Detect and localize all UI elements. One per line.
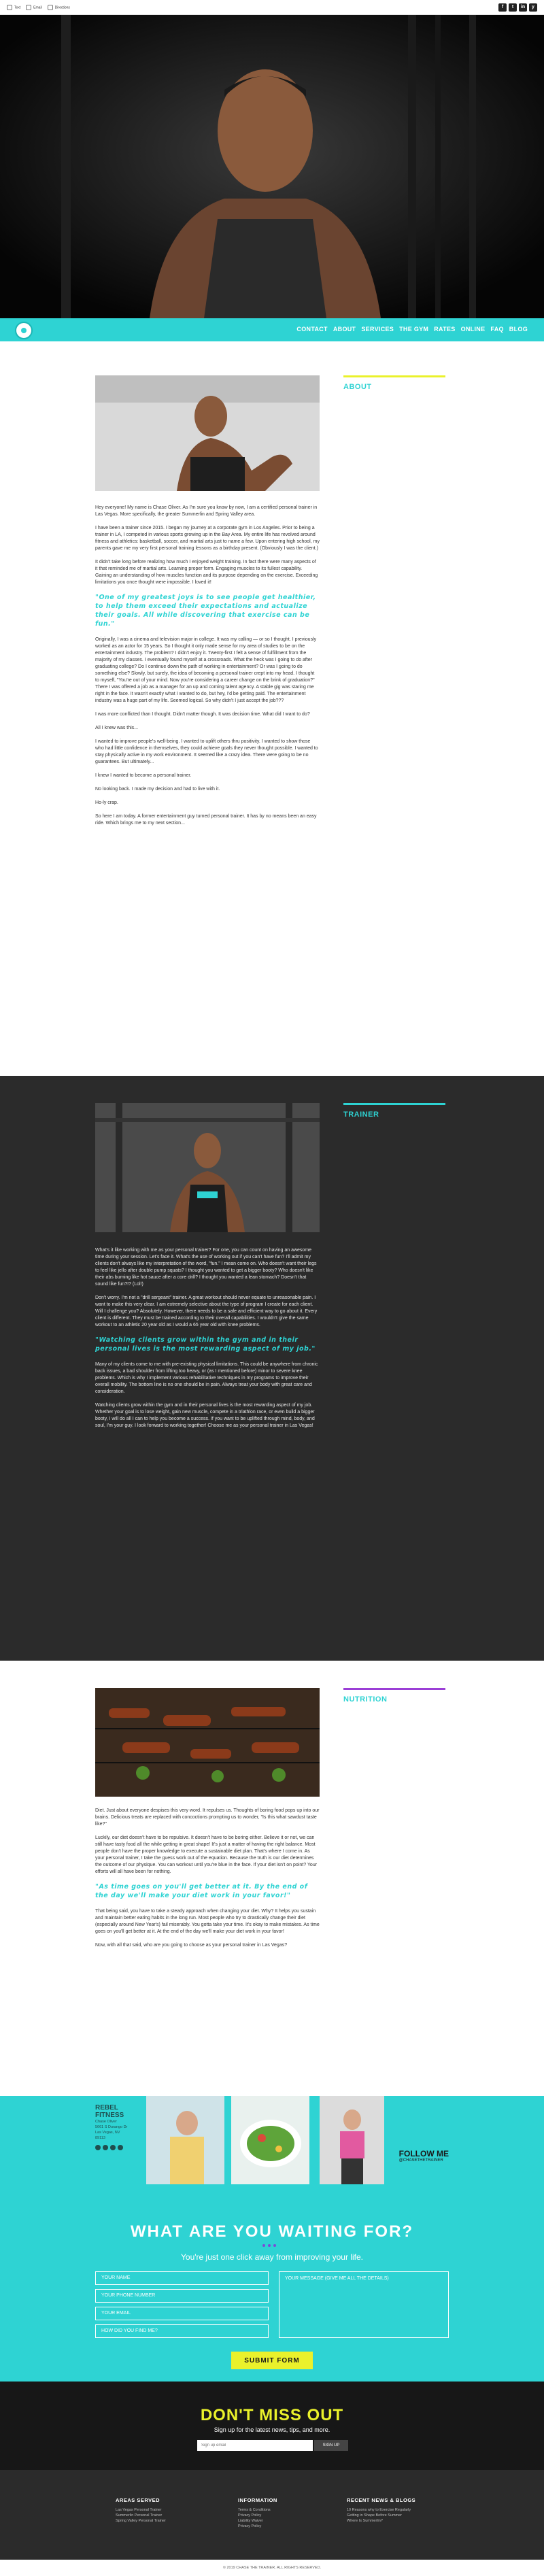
twitter-icon[interactable]: t <box>509 3 517 12</box>
phone-field[interactable]: YOUR PHONE NUMBER <box>95 2289 269 2303</box>
cta-subtitle: You're just one click away from improving your life. <box>181 2252 363 2262</box>
footer-link[interactable]: Spring Valley Personal Trainer <box>116 2519 166 2523</box>
follow-me-label: FOLLOW ME <box>398 2149 449 2158</box>
about-paragraph: I have been a trainer since 2015. I began my journey at a corporate gym in Los Angeles. Prior to being a trainer in LA, I competed in various sports growing up in the Bay Area. My entire life has revolved around fitness and athletics: basketball, soccer, and martial arts just to name a few. Upon entering high school, my parents gave me my very first personal training lessons as a birthday present. (Obviously I was the client.) <box>95 526 320 551</box>
nutrition-heading-bar <box>343 1688 445 1690</box>
trainer-section <box>0 1076 544 1661</box>
footer-link[interactable]: Privacy Policy <box>238 2524 262 2528</box>
nav-item-about[interactable]: ABOUT <box>333 326 356 333</box>
youtube-icon[interactable]: y <box>529 3 537 12</box>
contact-strip <box>0 2096 544 2184</box>
strip-photo-fitness <box>320 2096 384 2184</box>
email-label: Email <box>33 5 42 10</box>
name-field[interactable]: YOUR NAME <box>95 2271 269 2285</box>
newsletter-title: DON'T MISS OUT <box>200 2406 344 2424</box>
about-pull-quote: "One of my greatest joys is to see people get healthier, to help them exceed their expectations and actualize their goals. All while discovering that exercise can be fun." <box>95 594 316 628</box>
follow-me-block[interactable] <box>399 2149 449 2163</box>
business-name: REBEL FITNESS <box>95 2104 124 2119</box>
trainer-pull-quote: "Watching clients grow within the gym and in their personal lives is the most rewarding aspect of my job." <box>95 1336 316 1353</box>
footer-link[interactable]: Terms & Conditions <box>238 2508 271 2512</box>
strip-photo-workout <box>146 2096 224 2184</box>
text-link[interactable] <box>7 5 20 10</box>
linkedin-icon[interactable]: in <box>519 3 527 12</box>
about-paragraph: I knew I wanted to become a personal trainer. <box>95 773 192 778</box>
about-paragraph: Ho-ly crap. <box>95 800 118 805</box>
text-label: Text <box>14 5 21 10</box>
strip-photo-salad <box>231 2096 309 2184</box>
trainer-paragraph: What's it like working with me as your personal trainer? For one, you can count on having an awesome time during your session. Let's face it. What's the use of working out if you can't have fun? I'll admit my clients don't always like my interpretation of the word, "fun." I mean come on. Who doesn't want their legs to feel like jello after double pump squats? I thought you wanted to get a bigger booty? Who doesn't like their abs burning like hot sauce after a core drill? I thought you wanted a lean stomach? Doesn't that sound like fun?!? (Lol!) <box>95 1248 317 1287</box>
nutrition-photo <box>95 1688 320 1797</box>
email-field[interactable]: YOUR EMAIL <box>95 2307 269 2320</box>
follow-handle: @CHASETHETRAINER <box>398 2158 443 2163</box>
nav-item-online[interactable]: ONLINE <box>460 326 486 333</box>
nutrition-heading-block <box>343 1688 445 1704</box>
submit-form-button[interactable]: SUBMIT FORM <box>231 2352 313 2369</box>
nav-item-faq[interactable]: FAQ <box>490 326 504 333</box>
trainer-heading-bar <box>343 1103 445 1105</box>
about-paragraph: All I knew was this... <box>95 726 139 730</box>
footer-link[interactable]: Where Is Summerlin? <box>347 2519 383 2523</box>
trainer-photo <box>95 1103 320 1232</box>
newsletter-signup-button[interactable]: SIGN UP <box>314 2440 348 2451</box>
main-navigation <box>0 318 544 341</box>
footer-link[interactable]: 10 Reasons why to Exercise Regularly <box>347 2508 411 2512</box>
business-card <box>95 2104 143 2161</box>
footer-column-title: RECENT NEWS & BLOGS <box>347 2497 416 2503</box>
nutrition-paragraph: Now, with all that said, who are you going to choose as your personal trainer in Las Vegas? <box>95 1943 288 1948</box>
nav-menu <box>296 326 528 333</box>
twitter-icon[interactable] <box>110 2145 116 2150</box>
newsletter-subtitle: Sign up for the latest news, tips, and more. <box>214 2426 330 2433</box>
map-pin-icon <box>48 5 53 10</box>
contact-shortcuts <box>7 0 70 15</box>
about-paragraph: I was more conflicted than I thought. Didn't matter though. It was decision time. What did I want to do? <box>95 712 310 717</box>
facebook-icon[interactable]: f <box>498 3 507 12</box>
footer-column-title: INFORMATION <box>238 2497 277 2503</box>
strip-social-icons <box>95 2145 143 2150</box>
footer-link[interactable]: Privacy Policy <box>238 2513 262 2518</box>
about-body <box>95 505 320 834</box>
message-field[interactable]: YOUR MESSAGE (GIVE ME ALL THE DETAILS) <box>279 2271 449 2338</box>
trainer-body <box>95 1247 320 1436</box>
trainer-paragraph: Watching clients grow within the gym and in their personal lives is the most rewarding aspect of my job. Whether your goal is to lose weight, gain new muscle, compete in a triathlon race, or even build a bigger booty, I will do all I can to help you become a success. If you want to be uplifted through mind, body, and soul, I'm your guy. I look forward to working together! Choose me as your personal trainer in Las Vegas! <box>95 1403 315 1428</box>
nutrition-body <box>95 1808 320 1956</box>
footer-link[interactable]: Summerlin Personal Trainer <box>116 2513 163 2518</box>
nutrition-heading: NUTRITION <box>343 1695 388 1704</box>
hero-image <box>0 15 544 318</box>
hero-photo-trainer <box>0 15 544 318</box>
trainer-heading: TRAINER <box>343 1111 379 1119</box>
facebook-icon[interactable] <box>95 2145 101 2150</box>
about-heading-block <box>343 375 445 391</box>
about-photo <box>95 375 320 491</box>
nutrition-paragraph: Diet. Just about everyone despises this very word. It repulses us. Thoughts of boring food pops up into our brains. Delicious treats are replaced with concoctions prompting us to wonder, "Is this what sawdust taste like?" <box>95 1808 320 1827</box>
cta-dots <box>262 2244 282 2247</box>
trainer-heading-block <box>343 1103 445 1119</box>
referral-field[interactable]: HOW DID YOU FIND ME? <box>95 2324 269 2338</box>
instagram-icon[interactable] <box>103 2145 108 2150</box>
nav-item-contact[interactable]: CONTACT <box>296 326 328 333</box>
nav-item-services[interactable]: SERVICES <box>361 326 394 333</box>
about-paragraph: Originally, I was a cinema and television major in college. It was my calling — or so I thought. I previously worked as an actor for 15 years. So I thought it only made sense for my area of studies to be on the entertainment industry. The problem? I didn't enjoy it. Twenty-first I felt a sense of fulfillment from the majority of my classes. I eventually found myself at a crossroads. What the heck was I going to do after graduating college? Do I continue down the path of working in entertainment? Or was I going to do something else? Slowly, but surely, the idea of becoming a personal trainer crept into my head. I thought to myself, "You're out of your mind. Now you're considering a career change on the brink of graduation?" There I was offered a job as a manager for an up and coming talent agency. A stable gig was staring me right in the face. It wasn't exactly what I wanted to do, but hey, I'd be getting paid. The entertainment industry was a huge part of my life. Seemed logical. So why didn't I just accept the job??? <box>95 637 317 703</box>
about-paragraph: I wanted to improve people's well-being. I wanted to uplift others thru positivity. I wanted to show those who had little confidence in themselves, they could achieve goals they never thought possible. I wanted to stay physically active in my work environment. It seemed like a crazy idea. There were going to be no guarantees. But ultimately... <box>95 739 318 764</box>
contact-form-section <box>0 2184 544 2382</box>
trainer-paragraph: Many of my clients come to me with pre-existing physical limitations. This could be anywhere from chronic back issues, a bad shoulder from lifting too heavy, or (as I mentioned before) minor to severe knee problems. Which is why I implement various rehabilitative techniques in my programs to improve their overall mobility. The bottom line is no one should be in pain. Always treat your body with great care and consideration. <box>95 1362 318 1394</box>
top-utility-bar <box>0 0 544 15</box>
cta-title: WHAT ARE YOU WAITING FOR? <box>130 2222 414 2241</box>
about-heading: ABOUT <box>343 383 372 391</box>
nutrition-paragraph: That being said, you have to take a steady approach when changing your diet. Why? It helps you sustain and maintain better eating habits in the long run. Most people who try to drastically change their diet (especially around New Year's) fail miserably. You gotta take your time. It's okay to make mistakes. As time goes on you'll get better at it. At the end of the day we'll make your diet work in your favor! <box>95 1909 320 1934</box>
directions-link[interactable] <box>48 5 70 10</box>
about-paragraph: Hey everyone! My name is Chase Oliver. As I'm sure you know by now, I am a certified personal trainer in Las Vegas. More specifically, the greater Summerlin and Spring Valley area. <box>95 505 318 517</box>
footer-column-information <box>238 2497 340 2529</box>
email-icon <box>26 5 31 10</box>
newsletter-email-input[interactable] <box>197 2440 313 2451</box>
nav-item-blog[interactable]: BLOG <box>509 326 528 333</box>
footer-column-news <box>347 2497 449 2524</box>
business-line: 89113 <box>95 2136 105 2140</box>
about-paragraph: It didn't take long before realizing how much I enjoyed weight training. In fact there were many aspects of it that reminded me of martial arts. Learning proper form. Engaging muscles to its fullest capability. Gaining an understanding of how muscles function and its purpose depending on the exercise. Exceeding limitations you once thought were impossible. I loved it! <box>95 560 318 585</box>
directions-label: Directions <box>54 5 70 10</box>
about-paragraph: No looking back. I made my decision and had to live with it. <box>95 787 220 792</box>
email-link[interactable] <box>26 5 42 10</box>
about-paragraph: So here I am today. A former entertainment guy turned personal trainer. It has by no means been an easy ride. Which brings me to my next section... <box>95 814 317 826</box>
footer <box>0 2470 544 2560</box>
trainer-paragraph: Don't worry. I'm not a "drill sergeant" trainer. A great workout should never equate to unreasonable pain. I want to make this very clear. I am extremely selective about the type of program I create for each client. Will I challenge you? Absolutely. However, there needs to be a safe and efficient way to go about it. Every client is different. They must be trained according to their overall capabilities. I wouldn't give the same workout to an athletic 20 year old as I would a 65 year old with knee problems. <box>95 1295 318 1327</box>
business-line: 5661 S Durango Dr <box>95 2125 128 2129</box>
footer-column-areas <box>116 2497 218 2524</box>
youtube-icon[interactable] <box>118 2145 123 2150</box>
nutrition-pull-quote: "As time goes on you'll get better at it. By the end of the day we'll make your diet work in your favor!" <box>95 1883 308 1899</box>
about-section <box>0 341 544 1076</box>
phone-icon <box>7 5 12 10</box>
site-logo[interactable] <box>15 322 33 339</box>
nutrition-section <box>0 1661 544 2096</box>
nav-item-the-gym[interactable]: THE GYM <box>399 326 429 333</box>
social-links <box>498 3 537 12</box>
footer-column-title: AREAS SERVED <box>116 2497 160 2503</box>
business-line: Chase Oliver <box>95 2120 117 2124</box>
footer-link[interactable]: Las Vegas Personal Trainer <box>116 2508 162 2512</box>
footer-link[interactable]: Liability Waiver <box>238 2519 263 2523</box>
about-heading-bar <box>343 375 445 377</box>
newsletter-section <box>0 2382 544 2470</box>
copyright: © 2019 CHASE THE TRAINER. ALL RIGHTS RESERVED. <box>0 2560 544 2576</box>
business-line: Las Vegas, NV <box>95 2131 120 2135</box>
footer-link[interactable]: Getting in Shape Before Summer <box>347 2513 403 2518</box>
nutrition-paragraph: Luckily, our diet doesn't have to be repulsive. It doesn't have to be boring either. Believe it or not, we can still have tasty food all the while getting in great shape! It's just a matter of having the right balance. Most people don't have the proper knowledge to execute a sustainable diet plan. That's where I come in. As your personal trainer, I take the guess work out of the equation. Because the truth is our diet determines the outcome of our physique. You can workout until you're blue in the face. If your diet isn't on point? Your efforts will all have been for nothing. <box>95 1835 318 1874</box>
nav-item-rates[interactable]: RATES <box>434 326 456 333</box>
